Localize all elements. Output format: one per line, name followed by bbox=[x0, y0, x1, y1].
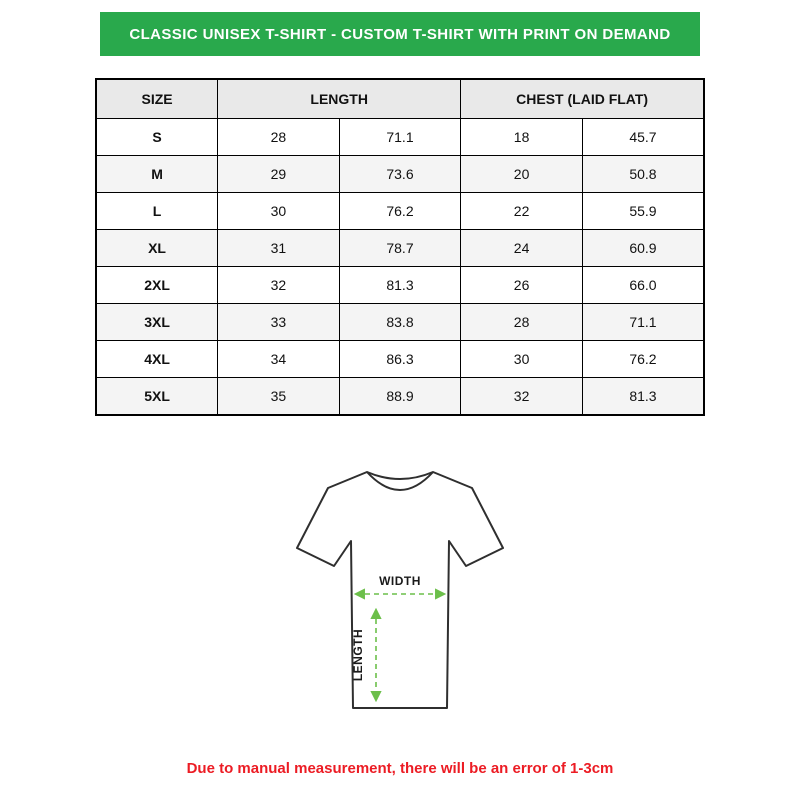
length-in-cell: 33 bbox=[218, 304, 340, 341]
size-cell: 3XL bbox=[96, 304, 218, 341]
size-cell: S bbox=[96, 119, 218, 156]
header-chest: CHEST (LAID FLAT) bbox=[461, 79, 704, 119]
length-in-cell: 32 bbox=[218, 267, 340, 304]
length-in-cell: 30 bbox=[218, 193, 340, 230]
length-in-cell: 35 bbox=[218, 378, 340, 416]
table-body bbox=[96, 119, 704, 416]
measurement-note: Due to manual measurement, there will be an error of 1-3cm bbox=[186, 760, 614, 777]
chest-cm-cell: 45.7 bbox=[582, 119, 704, 156]
header-length: LENGTH bbox=[218, 79, 461, 119]
length-label: LENGTH bbox=[351, 628, 365, 682]
table-row bbox=[96, 119, 704, 156]
page-title: CLASSIC UNISEX T-SHIRT - CUSTOM T-SHIRT WITH PRINT ON DEMAND bbox=[129, 25, 671, 43]
table-row bbox=[96, 267, 704, 304]
size-cell: M bbox=[96, 156, 218, 193]
size-chart-section bbox=[95, 78, 705, 416]
chest-in-cell: 24 bbox=[461, 230, 583, 267]
chest-in-cell: 30 bbox=[461, 341, 583, 378]
chest-in-cell: 26 bbox=[461, 267, 583, 304]
chest-cm-cell: 71.1 bbox=[582, 304, 704, 341]
size-cell: 4XL bbox=[96, 341, 218, 378]
length-cm-cell: 86.3 bbox=[339, 341, 461, 378]
chest-in-cell: 32 bbox=[461, 378, 583, 416]
length-in-cell: 28 bbox=[218, 119, 340, 156]
length-cm-cell: 76.2 bbox=[339, 193, 461, 230]
size-chart-table bbox=[95, 78, 705, 416]
measurement-diagram bbox=[240, 442, 560, 742]
chest-cm-cell: 50.8 bbox=[582, 156, 704, 193]
chest-in-cell: 20 bbox=[461, 156, 583, 193]
length-cm-cell: 71.1 bbox=[339, 119, 461, 156]
header-row bbox=[96, 79, 704, 119]
length-in-cell: 29 bbox=[218, 156, 340, 193]
table-row bbox=[96, 230, 704, 267]
length-cm-cell: 78.7 bbox=[339, 230, 461, 267]
size-cell: 5XL bbox=[96, 378, 218, 416]
length-cm-cell: 88.9 bbox=[339, 378, 461, 416]
table-header bbox=[96, 79, 704, 119]
size-cell: XL bbox=[96, 230, 218, 267]
tshirt-outline bbox=[297, 472, 503, 708]
table-row bbox=[96, 193, 704, 230]
title-banner bbox=[100, 12, 700, 56]
length-cm-cell: 73.6 bbox=[339, 156, 461, 193]
chest-cm-cell: 66.0 bbox=[582, 267, 704, 304]
tshirt-diagram bbox=[240, 442, 560, 742]
chest-cm-cell: 76.2 bbox=[582, 341, 704, 378]
table-row bbox=[96, 156, 704, 193]
width-label: WIDTH bbox=[379, 574, 421, 588]
chest-in-cell: 28 bbox=[461, 304, 583, 341]
length-in-cell: 31 bbox=[218, 230, 340, 267]
length-in-cell: 34 bbox=[218, 341, 340, 378]
length-cm-cell: 81.3 bbox=[339, 267, 461, 304]
chest-cm-cell: 60.9 bbox=[582, 230, 704, 267]
chest-cm-cell: 55.9 bbox=[582, 193, 704, 230]
size-cell: 2XL bbox=[96, 267, 218, 304]
chest-cm-cell: 81.3 bbox=[582, 378, 704, 416]
table-row bbox=[96, 378, 704, 416]
size-cell: L bbox=[96, 193, 218, 230]
header-size: SIZE bbox=[96, 79, 218, 119]
table-row bbox=[96, 341, 704, 378]
length-cm-cell: 83.8 bbox=[339, 304, 461, 341]
chest-in-cell: 22 bbox=[461, 193, 583, 230]
table-row bbox=[96, 304, 704, 341]
chest-in-cell: 18 bbox=[461, 119, 583, 156]
